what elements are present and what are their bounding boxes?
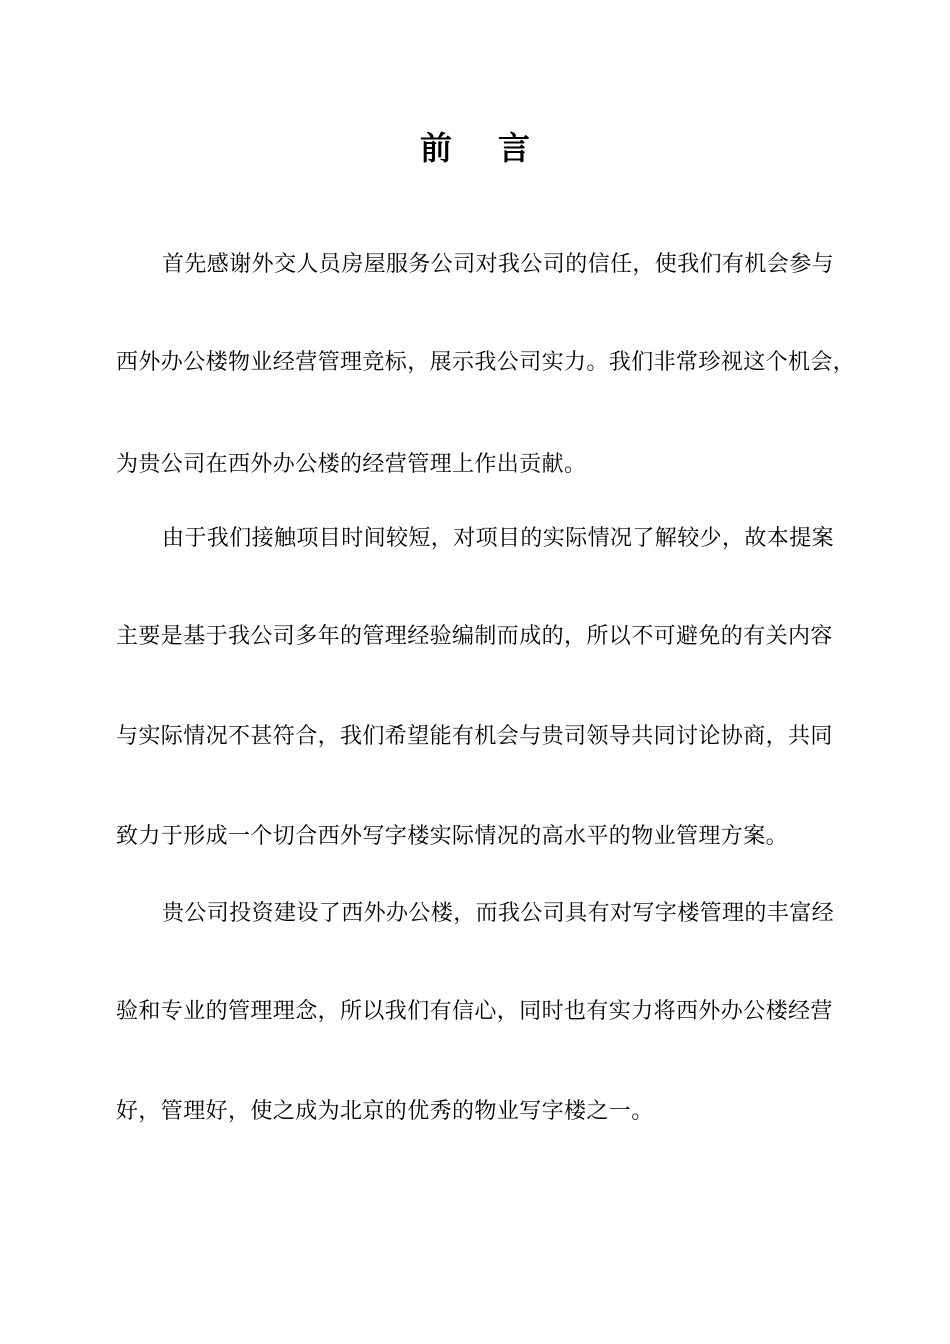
paragraph-2-line-3: 与实际情况不甚符合，我们希望能有机会与贵司领导共同讨论协商，共同 bbox=[116, 724, 833, 749]
paragraph-3-line-2: 验和专业的管理理念，所以我们有信心，同时也有实力将西外办公楼经营 bbox=[116, 999, 833, 1024]
paragraph-2-line-4: 致力于形成一个切合西外写字楼实际情况的高水平的物业管理方案。 bbox=[116, 824, 789, 849]
paragraph-1-line-2: 西外办公楼物业经营管理竞标，展示我公司实力。我们非常珍视这个机会， bbox=[116, 350, 856, 375]
paragraph-1-line-3: 为贵公司在西外办公楼的经营管理上作出贡献。 bbox=[116, 452, 587, 477]
page-title bbox=[0, 126, 950, 170]
paragraph-3-line-1: 贵公司投资建设了西外办公楼，而我公司具有对写字楼管理的丰富经 bbox=[162, 901, 835, 926]
paragraph-2-line-1: 由于我们接触项目时间较短，对项目的实际情况了解较少，故本提案 bbox=[162, 526, 835, 551]
paragraph-2-line-2: 主要是基于我公司多年的管理经验编制而成的，所以不可避免的有关内容 bbox=[116, 624, 833, 649]
title-char-2: 言 bbox=[498, 129, 531, 167]
paragraph-1-line-1: 首先感谢外交人员房屋服务公司对我公司的信任，使我们有机会参与 bbox=[162, 252, 835, 277]
title-char-1: 前 bbox=[419, 129, 452, 167]
paragraph-3-line-3: 好，管理好，使之成为北京的优秀的物业写字楼之一。 bbox=[116, 1099, 654, 1124]
